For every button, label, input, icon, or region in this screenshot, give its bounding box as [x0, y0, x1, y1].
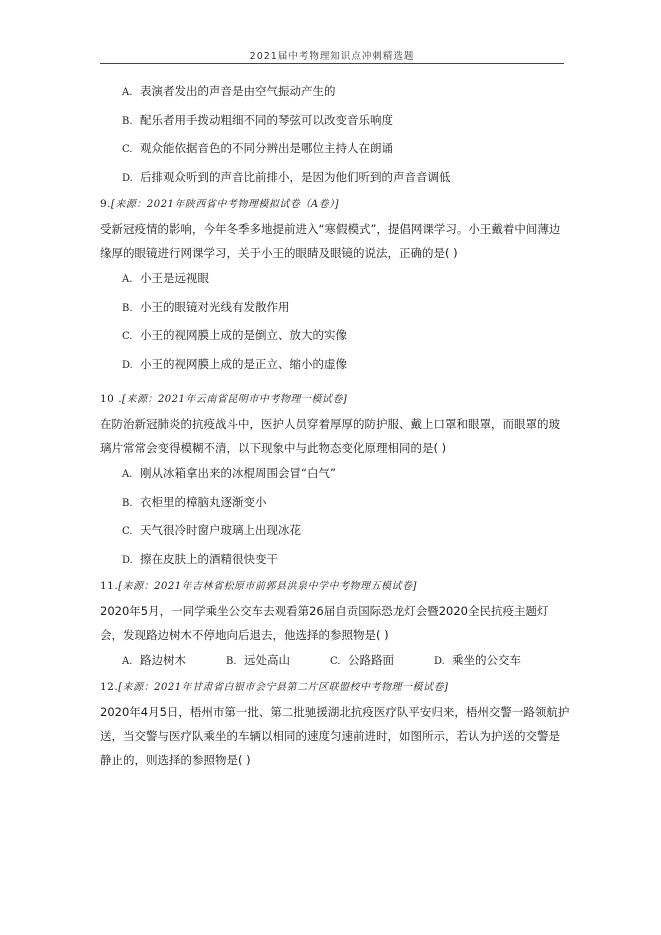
- option-9-a: A. 小王是远视眼: [122, 271, 209, 285]
- document-body: [100, 78, 570, 772]
- question-9: [100, 192, 570, 379]
- option-10-a: A. 刚从冰箱拿出来的冰棍周围会冒“白气”: [122, 466, 336, 480]
- question-12: [100, 675, 570, 772]
- question-11-stem: 2020年5月，一同学乘坐公交车去观看第26届自贡国际恐龙灯会暨2020全民抗疫主题灯会，发现路边树木不停地向后退去，他选择的参照物是( ): [100, 604, 549, 642]
- option-11-d: D. 乘坐的公交车: [434, 653, 521, 667]
- question-12-source: 12.[来源：2021年甘肃省白银市会宁县第二片区联盟校中考物理一模试卷]: [100, 681, 449, 693]
- option-8-c: C. 观众能依据音色的不同分辨出是哪位主持人在朗诵: [122, 141, 393, 155]
- option-8-b: B. 配乐者用手拨动粗细不同的琴弦可以改变音乐响度: [122, 112, 393, 127]
- option-8-d: D. 后排观众听到的声音比前排小，是因为他们听到的声音音调低: [122, 169, 451, 184]
- header-rule: [100, 63, 564, 64]
- question-9-source: 9.[来源：2021年陕西省中考物理模拟试卷（A卷）]: [100, 198, 340, 210]
- question-11-options: [100, 647, 570, 675]
- question-10-stem: 在防治新冠肺炎的抗疫战斗中，医护人员穿着厚厚的防护服、戴上口罩和眼罩，而眼罩的玻璃片常常会变得模糊不清，以下现象中与此物态变化原理相同的是( ): [100, 417, 560, 455]
- spacer: [100, 379, 570, 387]
- option-11-b: B. 远处高山: [226, 653, 290, 667]
- option-11-c: C. 公路路面: [330, 653, 394, 667]
- question-10: [100, 387, 570, 574]
- option-8-a: A. 表演者发出的声音是由空气振动产生的: [122, 84, 336, 98]
- question-8-options: [100, 78, 570, 192]
- option-11-a: A. 路边树木: [122, 653, 186, 667]
- option-9-b: B. 小王的眼镜对光线有发散作用: [122, 299, 290, 314]
- question-12-stem: 2020年4月5日，梧州市第一批、第二批驰援湖北抗疫医疗队平安归来，梧州交警一路领航护送，当交警与医疗队乘坐的车辆以相同的速度匀速前进时，如图所示，若认为护送的交警是静止的，则选择的参照物是( ): [100, 705, 570, 767]
- option-9-c: C. 小王的视网膜上成的是倒立、放大的实像: [122, 328, 347, 342]
- option-9-d: D. 小王的视网膜上成的是正立、缩小的虚像: [122, 356, 347, 371]
- option-10-c: C. 天气很冷时窗户玻璃上出现冰花: [122, 523, 301, 537]
- question-11: [100, 574, 570, 675]
- question-9-stem: 受新冠疫情的影响，今年冬季多地提前进入“寒假模式”，提倡网课学习。小王戴着中间薄边缘厚的眼镜进行网课学习，关于小王的眼睛及眼镜的说法，正确的是( ): [100, 222, 561, 260]
- question-11-source: 11.[来源：2021年吉林省松原市前郭县洪泉中学中考物理五模试卷]: [100, 580, 417, 592]
- option-10-b: B. 衣柜里的樟脑丸逐渐变小: [122, 494, 267, 509]
- option-10-d: D. 擦在皮肤上的酒精很快变干: [122, 551, 278, 566]
- question-10-source: 10 .[来源：2021年云南省昆明市中考物理一模试卷]: [100, 393, 348, 405]
- header-title: 2021届中考物理知识点冲刺精选题: [249, 51, 415, 62]
